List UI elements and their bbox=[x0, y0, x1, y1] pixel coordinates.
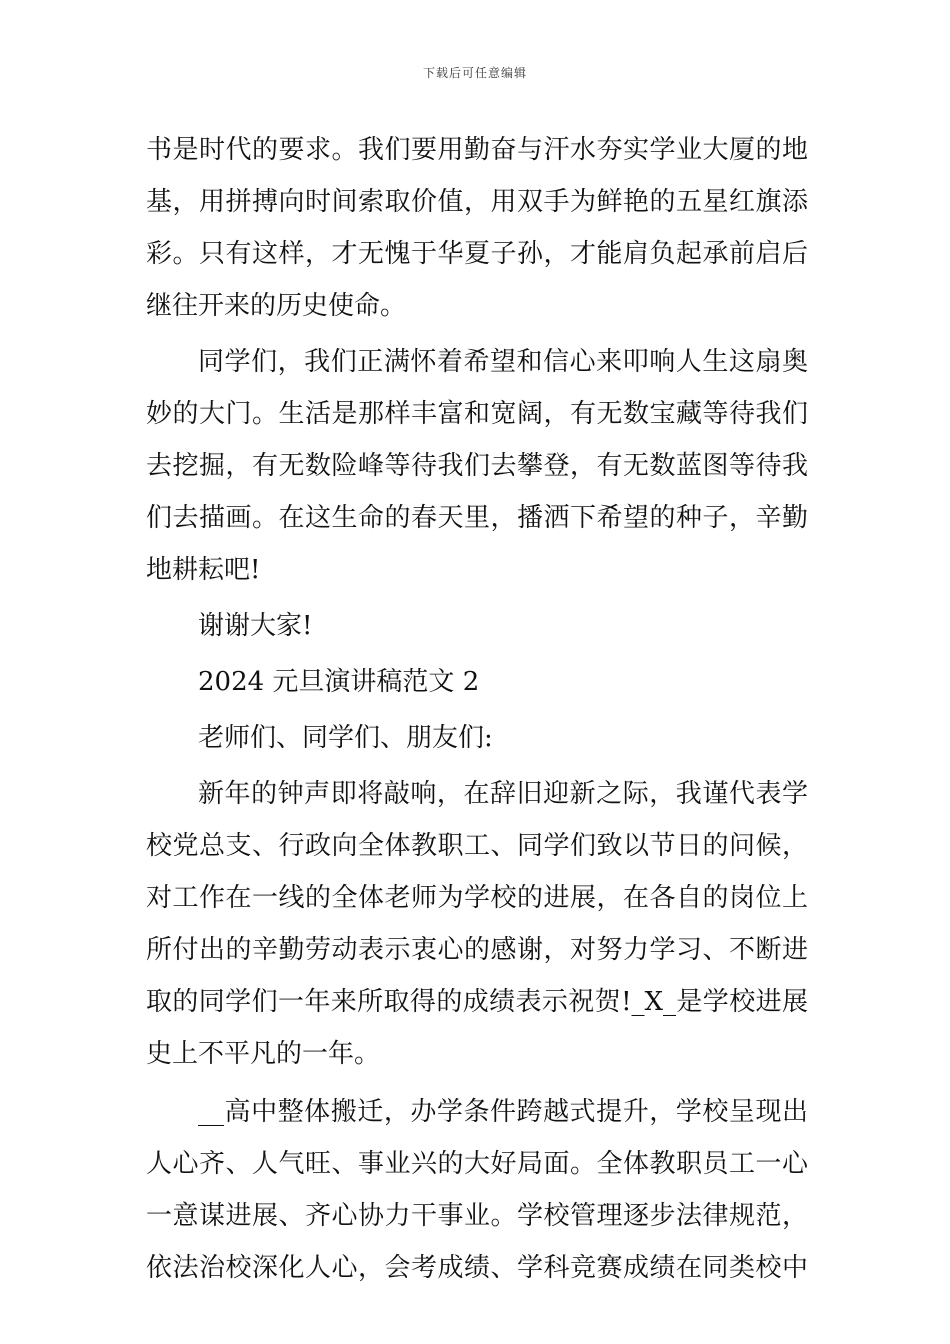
text-line: 继往开来的历史使命。 bbox=[146, 291, 407, 321]
text-line: 史上不平凡的一年。 bbox=[146, 1039, 381, 1069]
text-line: 人心齐、人气旺、事业兴的大好局面。全体教职员工一心 bbox=[146, 1149, 808, 1179]
closing-line: 谢谢大家! bbox=[198, 611, 313, 641]
text-line: 基，用拼搏向时间索取价值，用双手为鲜艳的五星红旗添 bbox=[146, 187, 808, 217]
text-line: 依法治校深化人心，会考成绩、学科竞赛成绩在同类校中 bbox=[146, 1253, 808, 1283]
document-body bbox=[146, 124, 808, 1294]
text-line: 们去描画。在这生命的春天里，播洒下希望的种子，辛勤 bbox=[146, 503, 808, 533]
text-line: 校党总支、行政向全体教职工、同学们致以节日的问候， bbox=[146, 831, 808, 861]
paragraph-first-line: 同学们，我们正满怀着希望和信心来叩响人生这扇奥 bbox=[198, 347, 808, 377]
text-line: 地耕耘吧! bbox=[146, 555, 261, 585]
text-line: 一意谋进展、齐心协力干事业。学校管理逐步法律规范， bbox=[146, 1201, 808, 1231]
paragraph-first-line: 新年的钟声即将敲响，在辞旧迎新之际，我谨代表学 bbox=[198, 779, 808, 809]
text-line: 书是时代的要求。我们要用勤奋与汗水夯实学业大厦的地 bbox=[146, 135, 808, 165]
text-line: 彩。只有这样，才无愧于华夏子孙，才能肩负起承前启后 bbox=[146, 239, 808, 269]
text-line: 妙的大门。生活是那样丰富和宽阔，有无数宝藏等待我们 bbox=[146, 399, 808, 429]
text-line: 所付出的辛勤劳动表示衷心的感谢，对努力学习、不断进 bbox=[146, 935, 808, 965]
text-line: 取的同学们一年来所取得的成绩表示祝贺!_X_是学校进展 bbox=[146, 987, 808, 1017]
section-title: 2024 元旦演讲稿范文 2 bbox=[198, 667, 480, 697]
text-line: 对工作在一线的全体老师为学校的进展，在各自的岗位上 bbox=[146, 883, 808, 913]
header-note: 下载后可任意编辑 bbox=[422, 66, 527, 80]
text-line: 去挖掘，有无数险峰等待我们去攀登，有无数蓝图等待我 bbox=[146, 451, 808, 481]
paragraph-first-line: __高中整体搬迁，办学条件跨越式提升，学校呈现出 bbox=[198, 1097, 808, 1127]
salutation: 老师们、同学们、朋友们: bbox=[198, 723, 493, 753]
